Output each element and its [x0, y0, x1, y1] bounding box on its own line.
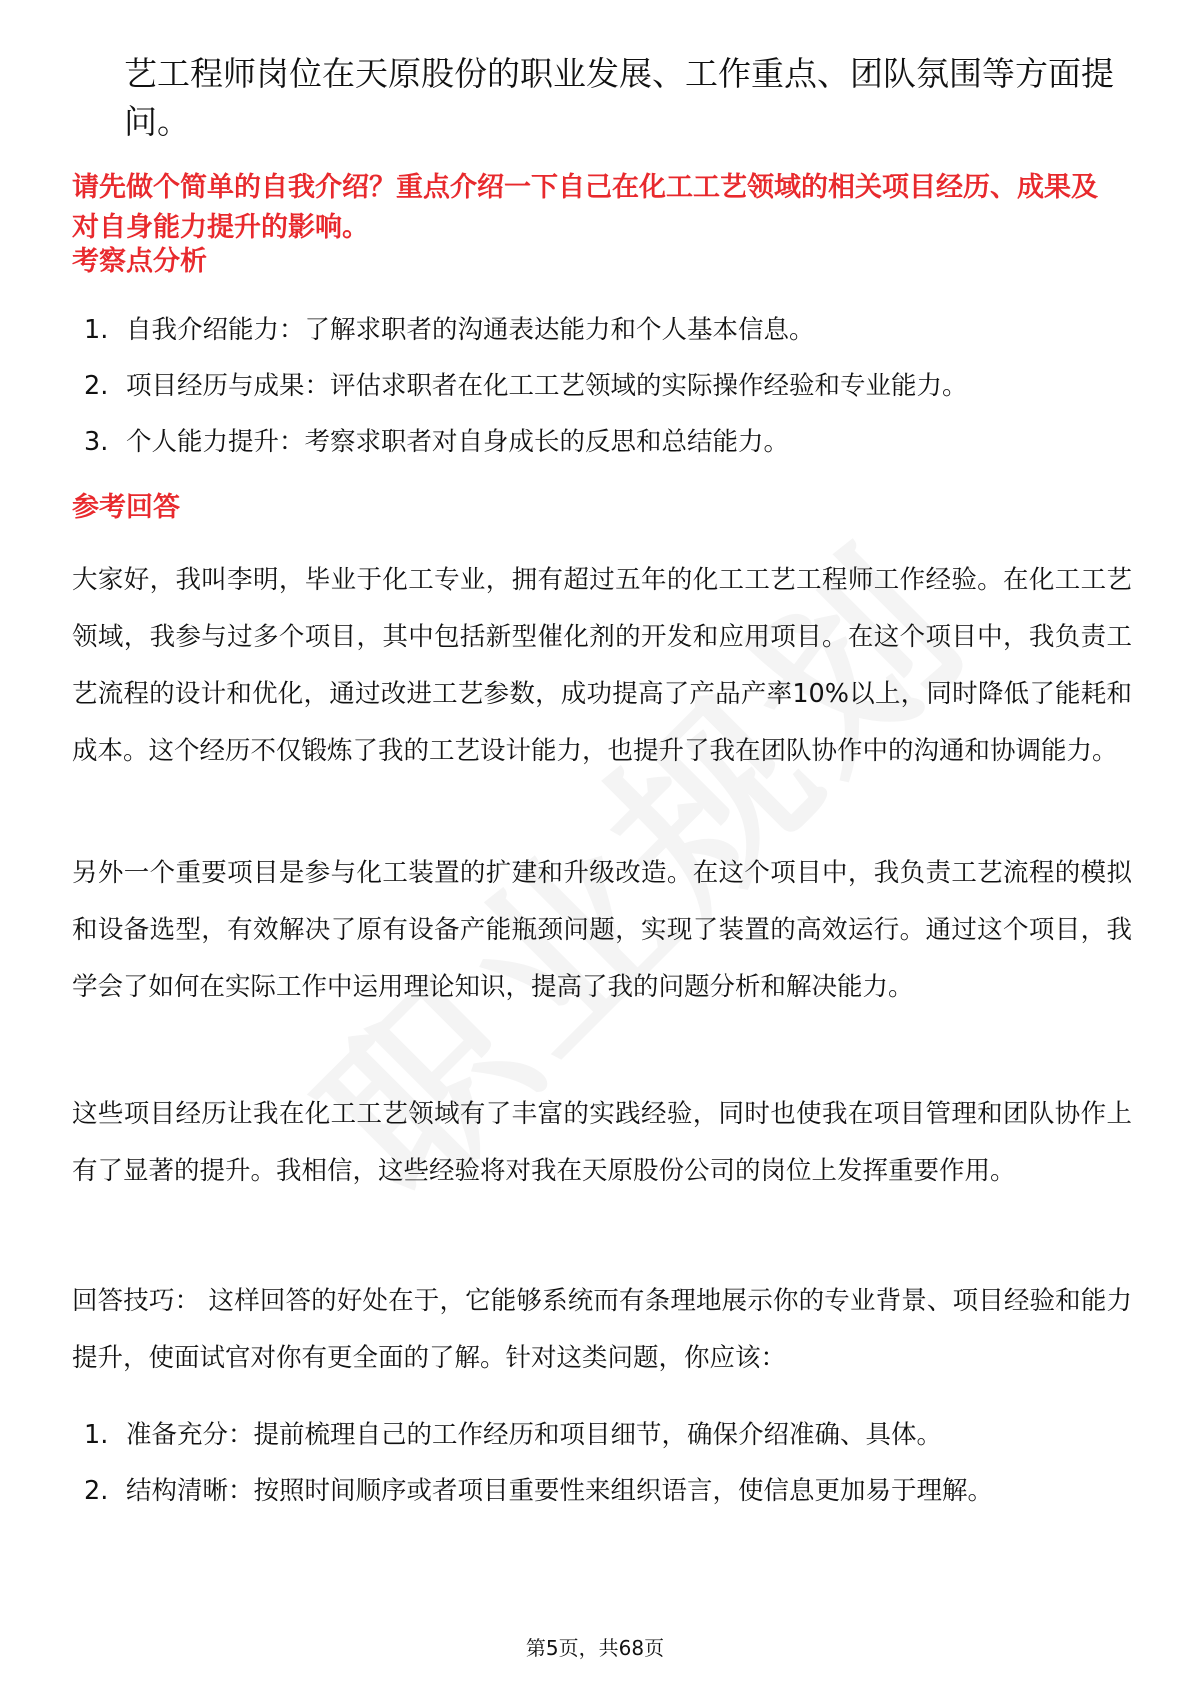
- intro-paragraph-tail: 艺工程师岗位在天原股份的职业发展、工作重点、团队氛围等方面提问。: [124, 54, 1114, 141]
- tips-list: [84, 1407, 1144, 1519]
- list-text: 准备充分：提前梳理自己的工作经历和项目细节，确保介绍准确、具体。: [126, 1420, 943, 1450]
- list-item: [84, 358, 1144, 414]
- list-item: [84, 302, 1144, 358]
- analysis-list: [84, 302, 1144, 470]
- interview-question: 请先做个简单的自我介绍？重点介绍一下自己在化工工艺领域的相关项目经历、成果及对自身能力提升的影响。: [72, 172, 1098, 243]
- list-text: 个人能力提升：考察求职者对自身成长的反思和总结能力。: [126, 427, 790, 457]
- list-number: 3.: [84, 427, 109, 457]
- list-item: [84, 1463, 1144, 1519]
- list-text: 结构清晰：按照时间顺序或者项目重要性来组织语言，使信息更加易于理解。: [126, 1476, 994, 1506]
- page-number: 第5页，共68页: [525, 1636, 665, 1660]
- list-number: 2.: [84, 1476, 109, 1506]
- answer-paragraph: 另外一个重要项目是参与化工装置的扩建和升级改造。在这个项目中，我负责工艺流程的模拟和设备选型，有效解决了原有设备产能瓶颈问题，实现了装置的高效运行。通过这个项目，我学会了如何在实际工作中运用理论知识，提高了我的问题分析和解决能力。: [72, 858, 1132, 1002]
- analysis-heading: 考察点分析: [72, 246, 207, 277]
- answer-tips-paragraph: 回答技巧： 这样回答的好处在于，它能够系统而有条理地展示你的专业背景、项目经验和能力提升，使面试官对你有更全面的了解。针对这类问题，你应该：: [72, 1286, 1132, 1373]
- list-number: 1.: [84, 315, 109, 345]
- list-item: [84, 1407, 1144, 1463]
- answer-heading: 参考回答: [72, 492, 180, 523]
- list-text: 自我介绍能力：了解求职者的沟通表达能力和个人基本信息。: [126, 315, 815, 345]
- list-number: 2.: [84, 371, 109, 401]
- answer-paragraph: 大家好，我叫李明，毕业于化工专业，拥有超过五年的化工工艺工程师工作经验。在化工工艺领域，我参与过多个项目，其中包括新型催化剂的开发和应用项目。在这个项目中，我负责工艺流程的设计和优化，通过改进工艺参数，成功提高了产品产率10%以上，同时降低了能耗和成本。这个经历不仅锻炼了我的工艺设计能力，也提升了我在团队协作中的沟通和协调能力。: [72, 565, 1132, 766]
- list-number: 1.: [84, 1420, 109, 1450]
- answer-paragraph: 这些项目经历让我在化工工艺领域有了丰富的实践经验，同时也使我在项目管理和团队协作上有了显著的提升。我相信，这些经验将对我在天原股份公司的岗位上发挥重要作用。: [72, 1099, 1132, 1186]
- list-text: 项目经历与成果：评估求职者在化工工艺领域的实际操作经验和专业能力。: [126, 371, 968, 401]
- list-item: [84, 414, 1144, 470]
